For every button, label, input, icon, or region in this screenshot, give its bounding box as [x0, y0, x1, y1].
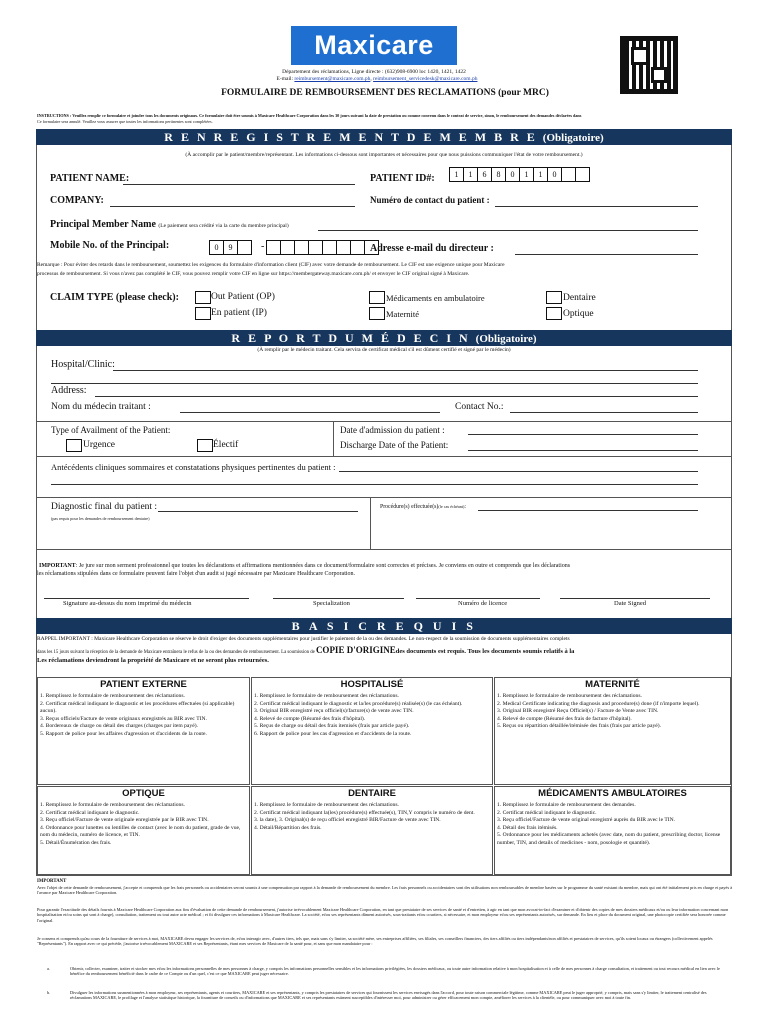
divider: [36, 456, 732, 457]
servicedesk-email-link[interactable]: reimbursement_servicedesk@maxicare.com.ph: [373, 76, 478, 82]
cif-remark-2: processus de remboursement. Si vous n'avez pas complété le CIF, vous pouvez remplir votre CIF en ligne sur https://membergateway.maxicare.com.ph/ et envoyer le CIF original signé à Maxicare.: [37, 271, 470, 277]
requirement-column: [251, 786, 493, 875]
footer-b: Divulguer les informations susmentionnées à mon employeur, ses représentants, agents et courtiers, MAXICARE et ses représentants, y compris les prestataires de services qui fournissent les services envisagés dans l'accord, pour toute raison commerciale légitime, comme MAXICARE peut le juger approprié, y compris, mais sans s'y limiter, le traitement centralisé des réclamations MAXICARE, le profilage et l'analyse statistique historique, la fourniture de conseils ou d'informations que MAXICARE et ses représentants estiment susceptibles d'intéresser moi, pour administrer ou gérer efficacement mon compte, améliorer les services à la clientèle, ou pour communiquer avec moi à toute fin.: [70, 990, 707, 1001]
digit-box[interactable]: [280, 241, 294, 254]
hospital-field-2[interactable]: [51, 383, 698, 384]
requirement-item: 5. Ordonnance pour les médicaments achetés (avec date, nom du patient, prescribing doctor, license number, TIN, and details of medicines - nom, posologie et quantité).: [497, 832, 721, 846]
digit-box[interactable]: 1: [533, 168, 547, 181]
member-section-bar: R E N R E G I S T R E M E N T D E M E M B R E (Obligatoire): [36, 129, 732, 145]
requirement-item: 1. Remplissez le formulaire de remboursement des réclamations.: [254, 693, 399, 699]
signature-field[interactable]: [44, 598, 249, 599]
claims-email-link[interactable]: reimbursement@maxicare.com.ph: [294, 76, 371, 82]
digit-box[interactable]: [237, 241, 251, 254]
hospital-field[interactable]: [113, 370, 698, 371]
out-patient-label: Out Patient (OP): [211, 292, 275, 302]
electif-label: Électif: [213, 440, 239, 450]
digit-box[interactable]: 0: [209, 241, 223, 254]
principal-name-field[interactable]: [318, 230, 698, 231]
dental-label: Dentaire: [563, 293, 596, 303]
requirement-item: 5. Rapport de police pour les affaires d'agression et d'accidents de la route.: [40, 730, 207, 737]
requirement-item: 3. Reçu officiel/Facture de vente originale enregistrée par le BIR avec TIN.: [40, 817, 209, 824]
divider-v: [370, 497, 371, 549]
company-field[interactable]: [110, 206, 355, 207]
requirement-item: 2. Certificat médical indiquant le diagnostic et les procédures effectuées (si applicable) aucun).: [40, 700, 235, 715]
requirement-item: 3. la date), 3. Original(s) de reçu officiel enregistré BIR/Facture de vente avec TIN.: [254, 817, 441, 824]
admission-label: Date d'admission du patient :: [340, 425, 445, 435]
footer-p1: Avec l'objet de cette demande de remboursement, j'accepte et comprends que les frais personnels ou accidentaires seront soumis à une compensation par rapport à la demande de remboursement du membre. Les frais personnels ou accidentaires sont des utilisations non remboursables de membre basées sur le programme du santé existant du membre, mais qui ont été initialement pris en charge et payés à l'avance par Maxicare Healthcare Corporation.: [37, 885, 733, 896]
availment-label: Type of Availment of the Patient:: [51, 425, 171, 435]
mobile-field-rest[interactable]: [266, 240, 379, 255]
footer-p2: Pour garantir l'exactitude des détails fournis à Maxicare Healthcare Corporation aux fins d'évaluation de cette demande de remboursement, j'autorise irrévocablement Maxicare Healthcare Corporation, en tant que prestataire de ses services de santé et d'entretien, à agir en tant que mon avocat-in-fact d'examiner et d'obtenir des copies de mes dossiers médicaux et/ou ou leur information concernant mon hospitalisation et/ou soins qui sont à charge), consultation, traitement ou tout autre acte médical ; et fit divulguer ces informations à Maxicare Healthcare. La société, et/ou ses représentants dûment autorisés, sous-traitants et/ou courtiers, si nécessaire, et mon employeur et/ou ses représentants autorisés, sur demande. En lieu et place du document original, une photocopie certifiée sera honorée comme l'original.: [37, 907, 729, 923]
divider: [36, 549, 732, 550]
digit-box[interactable]: 9: [223, 241, 237, 254]
rappel-line3: Les réclamations deviendront la propriété de Maxicare et ne seront plus retournées.: [37, 657, 269, 664]
instructions: INSTRUCTIONS : Veuillez remplir ce formulaire et joindre tous les documents originaux. Ce formulaire doit être soumis à Maxicare Healthcare Corporation dans les 30 jours suivant la date de prestation ou comme convenu dans le contrat de service, sinon, le remboursement des demandes déclarées dans: [37, 113, 582, 118]
meds-label: Médicaments en ambulatoire: [386, 293, 485, 303]
date-signed-field[interactable]: [560, 598, 710, 599]
history-field-2[interactable]: [51, 484, 698, 485]
urgence-label: Urgence: [83, 440, 116, 450]
specialization-field[interactable]: [273, 598, 404, 599]
requirement-column-title: MATERNITÉ: [585, 679, 640, 690]
requirement-item: 4. Ordonnance pour lunettes ou lentilles de contact (avec le nom du patient, grade de vue, nom du médecin, numéro de licence, et TIN.: [40, 824, 241, 839]
mobile-label: Mobile No. of the Principal:: [50, 240, 170, 251]
doctor-section-frame: [36, 346, 732, 619]
requirement-column: [494, 677, 731, 785]
digit-box[interactable]: 8: [491, 168, 505, 181]
instructions-line2: Ce formulaire sera annulé. Veuillez vous assurer que toutes les informations pertinentes sont complétées.: [37, 119, 213, 124]
requirement-column-title: OPTIQUE: [122, 788, 165, 799]
specialization-label: Specialization: [313, 600, 350, 607]
email-director-label: Adresse e-mail du directeur :: [370, 243, 494, 254]
footer-b-label: b.: [47, 990, 51, 995]
requirement-item: 2. Certificat médical indiquant la(les) procédure(s) effectuée(s), TIN,Y compris le numéro de dent.: [254, 809, 475, 816]
digit-box[interactable]: 1: [449, 168, 463, 181]
email-director-field[interactable]: [515, 254, 698, 255]
discharge-label: Discharge Date of the Patient:: [340, 440, 449, 450]
footer-a-label: a.: [47, 966, 50, 971]
requirement-item: 1. Remplissez le formulaire de remboursement des demandes.: [497, 802, 636, 808]
history-field[interactable]: [339, 471, 698, 472]
optical-label: Optique: [563, 309, 594, 319]
divider-v: [333, 421, 334, 456]
requirement-item: 1. Remplissez le formulaire de remboursement des réclamations.: [40, 802, 185, 808]
date-signed-label: Date Signed: [614, 600, 646, 607]
digit-box[interactable]: [322, 241, 336, 254]
requirement-column: [37, 786, 250, 875]
footer-a: Obtenir, collecter, examiner, traiter et stocker mes et/ou les informations personnelles de mes personnes à charge, y compris les informations personnelles sensibles et les informations privilégiées, les dossiers médicaux, ou toute autre information relative à mon hospitalisation et à celle de mes personnes à charge consultation, et traitement ou tout recours médical en lien avec le bénéfice du remboursement bénéficié dans le cadre de ce Compte ou d'un quel, c'est ce que MAXICARE peut juger nécessaire.: [70, 966, 720, 977]
requirement-column: [494, 786, 731, 875]
rappel-line1: RAPPEL IMPORTANT : Maxicare Healthcare Corporation se réserve le droit d'exiger des documents supplémentaires pour justifier le paiement de la ou des demandes. Le non-respect de la soumission de documents supplémentaires complets: [37, 636, 570, 642]
requirement-item: 2. Certificat médical indiquant le diagnostic.: [40, 809, 140, 816]
maxicare-logo: Maxicare: [291, 26, 457, 65]
requirement-item: 1. Remplissez le formulaire de remboursement des réclamations.: [40, 693, 185, 699]
divider: [36, 421, 732, 422]
procedures-label: Procédure(s) effectuée(s)(le cas échéant):: [380, 504, 466, 510]
patient-name-label: PATIENT NAME:: [50, 173, 130, 184]
mobile-dash: -: [261, 241, 265, 252]
digit-box[interactable]: [308, 241, 322, 254]
footer-important: IMPORTANT: [37, 879, 67, 884]
signature-label: Signature au-dessus du nom imprimé du médecin: [63, 600, 192, 607]
patient-id-label: PATIENT ID#:: [370, 173, 435, 184]
digit-box[interactable]: 6: [477, 168, 491, 181]
maternity-checkbox[interactable]: [369, 307, 385, 320]
digit-box[interactable]: 0: [505, 168, 519, 181]
address-field[interactable]: [95, 396, 698, 397]
doctor-contact-field[interactable]: [510, 412, 698, 413]
mobile-field[interactable]: [209, 240, 252, 255]
discharge-field[interactable]: [468, 450, 698, 451]
qr-code-icon: [620, 36, 678, 94]
doctor-name-label: Nom du médecin traitant :: [51, 402, 151, 412]
company-label: COMPANY:: [50, 195, 104, 206]
requirement-item: 4. Détail des frais itémisés.: [497, 824, 558, 831]
requirement-item: 3. Reçu officiel/Facture de vente original enregistré auprès du BIR avec le TIN.: [497, 817, 676, 824]
diagnosis-note: (pas requis pour les demandes de remboursement dentaire): [51, 516, 150, 521]
requirement-column-title: PATIENT EXTERNE: [100, 679, 187, 690]
doctor-important-2: les réclamations stipulées dans ce formulaire peuvent faire l'objet d'un audit si jugé nécessaire par Maxicare Healthcare Corporation.: [37, 571, 356, 577]
digit-box[interactable]: 1: [519, 168, 533, 181]
digit-box[interactable]: 1: [463, 168, 477, 181]
requirement-column-title: HOSPITALISÉ: [340, 679, 404, 690]
requirement-item: 5. Détail/Énumération des frais.: [40, 839, 112, 846]
requirement-item: 3. Original BIR enregistré reçu officiel(s)/facture(s) de vente avec TIN.: [254, 708, 414, 715]
diagnosis-label: Diagnostic final du patient :: [51, 502, 158, 512]
digit-box[interactable]: [266, 241, 280, 254]
meds-checkbox[interactable]: [369, 291, 385, 304]
license-field[interactable]: [416, 598, 540, 599]
optical-checkbox[interactable]: [546, 307, 562, 320]
history-label: Antécédents cliniques sommaires et constatations physiques pertinentes du patient :: [51, 462, 336, 472]
doctor-section-bar: R E P O R T D U M É D E C I N (Obligatoire): [36, 330, 732, 346]
hospital-label: Hospital/Clinic:: [51, 359, 115, 370]
requirement-item: 2. Certificat médical indiquant le diagnostic et la/les procédure(s) réalisée(s) (le cas échéant).: [254, 700, 463, 707]
requirement-item: 5. Reçus de charge ou détail des frais itemisés (frais par article payé).: [254, 723, 410, 730]
dental-checkbox[interactable]: [546, 291, 562, 304]
maternity-label: Maternité: [386, 309, 420, 319]
requirement-item: 2. Medical Certificate indicating the diagnosis and procedure(s) done (if n'importe lequel).: [497, 700, 700, 707]
footer-p3: Je consens et comprends qu'au cours de la fourniture de services à moi, MAXICARE devra engager les services de, et/ou interagir avec, d'autres tiers, tels que, mais sans s'y limiter, sa société mère, ses entreprises affiliées, ses filiales, ses conseillers financiers, des tiers affiliés ou tiers indépendants/non affiliés et prestataires de services, qu'ils soient locaux ou étrangers (collectivement appelés "Représentants"). En rapport avec ce qui précède, j'autorise irrévocablement MAXICARE et ses Représentants, étant mes services de Maxicare de la santé pour, et sans que mon mandataire pour :: [37, 936, 713, 947]
requirement-item: 1. Remplissez le formulaire de remboursement des réclamations.: [254, 802, 399, 808]
patient-contact-field[interactable]: [495, 206, 698, 207]
digit-box[interactable]: [336, 241, 350, 254]
requirement-item: 1. Remplissez le formulaire de remboursement des réclamations.: [497, 693, 642, 699]
email-line: E-mail: reimbursement@maxicare.com.ph, reimbursement_servicedesk@maxicare.com.ph: [276, 76, 478, 82]
out-patient-checkbox[interactable]: [195, 291, 211, 304]
admission-field[interactable]: [468, 434, 698, 435]
diagnosis-field[interactable]: [158, 511, 358, 512]
requirement-item: 2. Certificat médical indiquant le diagnostic.: [497, 809, 597, 816]
digit-box[interactable]: 0: [547, 168, 561, 181]
doctor-name-field[interactable]: [180, 412, 440, 413]
rappel-line2: dans les 15 jours suivant la réception de la demande de Maxicare entraînera le refus de la ou des demandes de remboursement. La soumission de COPIE D'ORIGINEdes documents est requis. Tous les documents soumis relatifs à la: [37, 645, 575, 655]
requirement-column-title: MÉDICAMENTS AMBULATOIRES: [538, 788, 687, 799]
requirement-item: 4. Relevé de compte (Résumé des frais de facture d'hôpital).: [497, 715, 632, 722]
claim-type-label: CLAIM TYPE (please check):: [50, 292, 179, 303]
requirement-column: [37, 677, 250, 785]
member-note: (À accomplir par le patient/membre/représentant. Les informations ci-dessous sont importantes et nécessaires pour que nous puissions communiquer l'état de votre remboursement.): [185, 152, 583, 158]
divider: [36, 497, 732, 498]
urgence-checkbox[interactable]: [66, 439, 82, 452]
procedures-field[interactable]: [478, 510, 698, 511]
cif-remark: Remarque : Pour éviter des retards dans le remboursement, soumettez les exigences du formulaire d'information client (CIF) avec votre demande de remboursement. Le CIF est une exigence unique pour Maxicare: [37, 262, 505, 268]
requirement-column-title: DENTAIRE: [348, 788, 396, 799]
digit-box[interactable]: [575, 168, 589, 181]
doctor-important: IMPORTANT: Je jure sur mon serment professionnel que toutes les déclarations et affirmations mentionnées dans ce document/formulaire sont correctes et précises. Je conviens en outre et comprends que les déclarations: [39, 563, 571, 569]
patient-name-field[interactable]: [123, 184, 355, 185]
requirement-item: 5. Reçus ou répartition détaillée/itémisée des frais (frais par article payé).: [497, 723, 662, 730]
requirement-item: 4. Relevé de compte (Résumé des frais d'hôpital).: [254, 715, 366, 722]
patient-id-field[interactable]: [449, 167, 590, 182]
in-patient-checkbox[interactable]: [195, 307, 211, 320]
digit-box[interactable]: [294, 241, 308, 254]
requirement-item: 4. Détail/Répartition des frais.: [254, 824, 322, 831]
requirement-item: 4. Bordereaux de charge ou détail des charges (charges par item payé).: [40, 723, 198, 730]
digit-box[interactable]: [350, 241, 364, 254]
in-patient-label: En patient (IP): [211, 308, 267, 318]
requirement-item: 3. Original BIR enregistré Reçu Officiel(s) / Facture de Vente avec TIN.: [497, 708, 659, 715]
requirement-item: 3. Reçus officiels/Facture de vente originaux enregistrés au BIR avec TIN.: [40, 715, 207, 722]
principal-name-label: Principal Member Name (Le paiement sera crédité via la carte du membre principal): [50, 219, 289, 230]
address-label: Address:: [51, 385, 87, 396]
patient-contact-label: Numéro de contact du patient :: [370, 195, 490, 205]
doctor-contact-label: Contact No.:: [455, 402, 504, 412]
requirement-column: [251, 677, 493, 785]
basic-req-bar: B A S I C R E Q U I S: [36, 618, 732, 634]
form-title: FORMULAIRE DE REMBOURSEMENT DES RECLAMATIONS (pour MRC): [221, 88, 549, 98]
license-label: Numéro de licence: [458, 600, 508, 607]
digit-box[interactable]: [561, 168, 575, 181]
requirement-item: 6. Rapport de police pour les cas d'agression et d'accidents de la route.: [254, 730, 412, 737]
electif-checkbox[interactable]: [197, 439, 213, 452]
dept-line: Département des réclamations, Ligne directe : (632)908-6900 loc 1420, 1421, 1422: [282, 69, 466, 75]
doctor-note: (À remplir par le médecin traitant. Cela servira de certificat médical s'il est dûment certifié et signé par le médecin): [257, 347, 511, 353]
